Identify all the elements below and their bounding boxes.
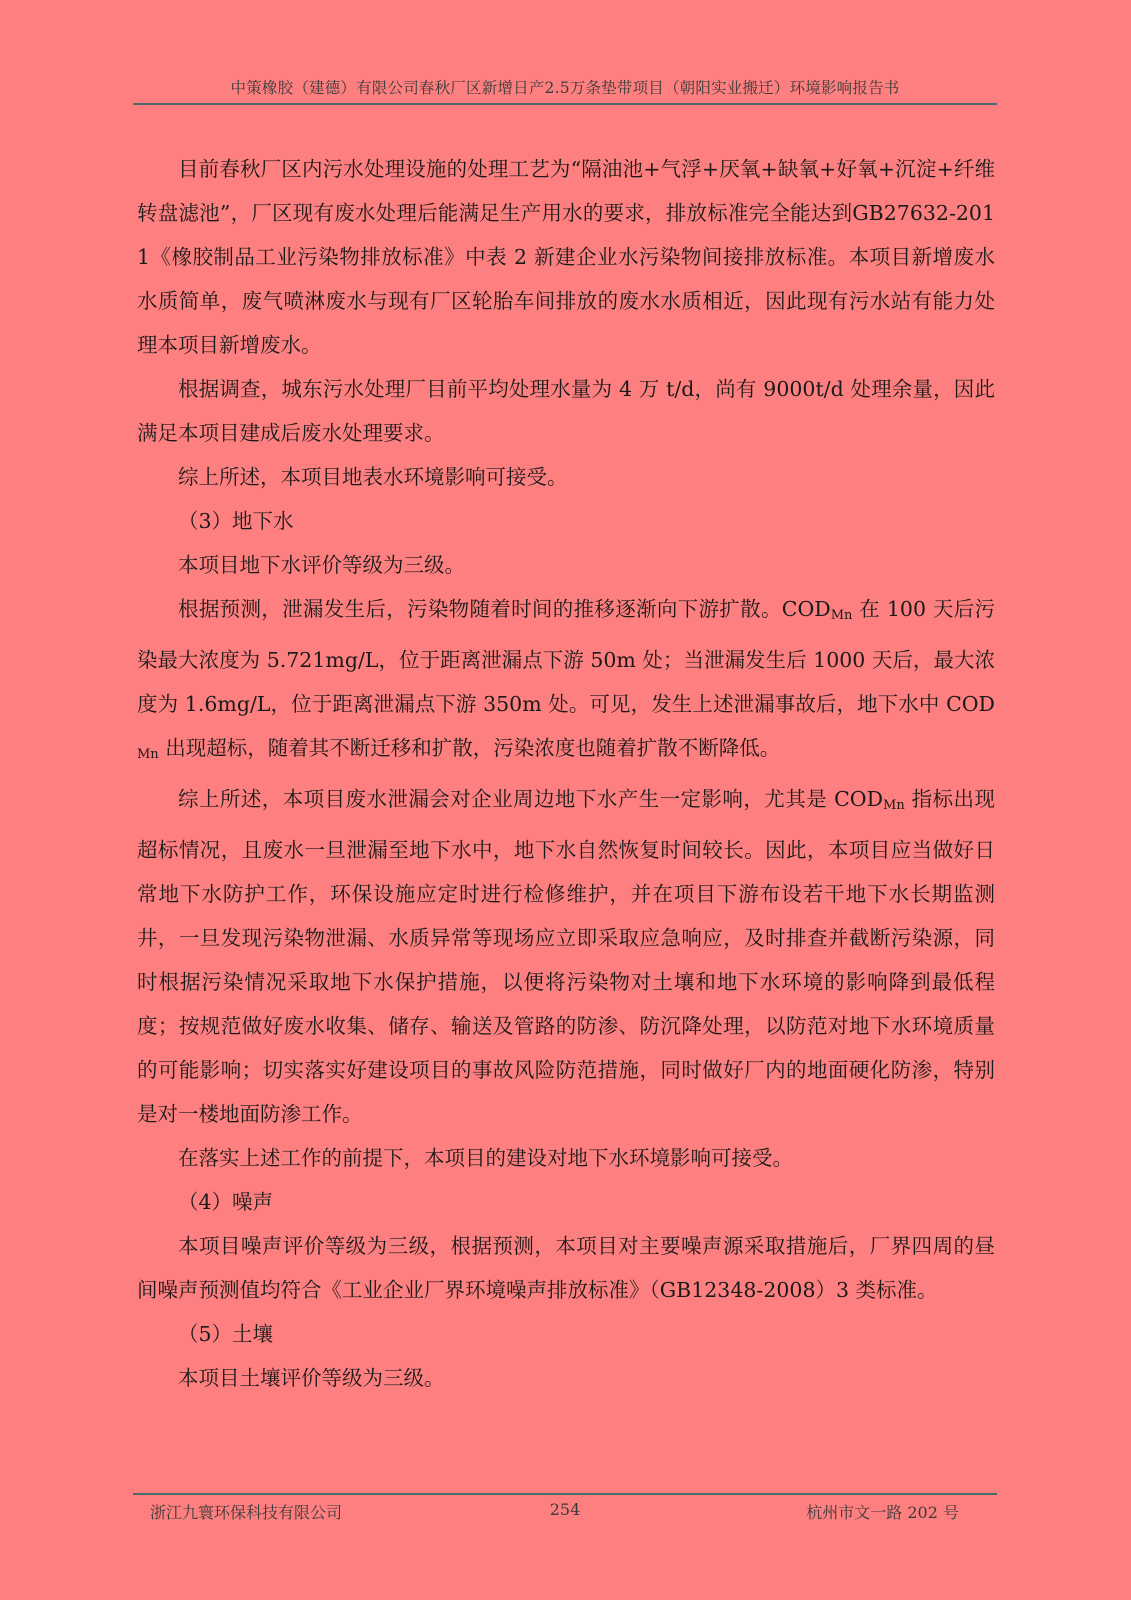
paragraph: 在落实上述工作的前提下，本项目的建设对地下水环境影响可接受。 [178, 1146, 793, 1170]
section-heading: （4）噪声 [178, 1190, 274, 1214]
footer-company: 浙江九寰环保科技有限公司 [150, 1503, 343, 1522]
paragraph: 目前春秋厂区内污水处理设施的处理工艺为“隔油池+气浮+厌氧+缺氧+好氧+沉淀+纤维转盘滤池”，厂区现有废水处理后能满足生产用水的要求，排放标准完全能达到GB27632-2011《橡胶制品工业污染物排放标准》中表 2 新建企业水污染物间接排放标准。本项目新增废水水质简单，废气喷淋废水与现有厂区轮胎车间排放的废水水质相近，因此现有污水站有能力处理本项目新增废水。 [137, 157, 995, 357]
paragraph [137, 587, 995, 777]
text-run: 出现超标，随着其不断迁移和扩散，污染浓度也随着扩散不断降低。 [158, 736, 781, 760]
paragraph: 综上所述，本项目地表水环境影响可接受。 [178, 465, 568, 489]
subscript: Mn [883, 798, 905, 813]
text-run: 在 100 天后污染最大浓度为 5.721mg/L，位于距离泄漏点下游 50m 处；当泄漏发生后 1000 天后，最大浓度为 1.6mg/L，位于距离泄漏点下游 350m 处。可见，发生上述泄漏事故后，地下水中 COD [137, 597, 995, 716]
paragraph [137, 777, 995, 1136]
header-divider [133, 103, 997, 105]
paragraph: 本项目地下水评价等级为三级。 [178, 553, 465, 577]
text-run: 综上所述，本项目废水泄漏会对企业周边地下水产生一定影响，尤其是 COD [178, 787, 884, 811]
footer-address: 杭州市文一路 202 号 [806, 1503, 959, 1522]
paragraph: 本项目土壤评价等级为三级。 [178, 1366, 445, 1390]
paragraph: 根据调查，城东污水处理厂目前平均处理水量为 4 万 t/d，尚有 9000t/d 处理余量，因此满足本项目建成后废水处理要求。 [137, 377, 995, 445]
section-heading: （3）地下水 [178, 509, 294, 533]
footer-divider [133, 1493, 997, 1495]
section-heading: （5）土壤 [178, 1322, 274, 1346]
paragraph: 本项目噪声评价等级为三级，根据预测，本项目对主要噪声源采取措施后，厂界四周的昼间噪声预测值均符合《工业企业厂界环境噪声排放标准》（GB12348-2008）3 类标准。 [137, 1234, 995, 1302]
page-header: 中策橡胶（建德）有限公司春秋厂区新增日产2.5万条垫带项目（朝阳实业搬迁）环境影响报告书 [230, 79, 900, 97]
subscript: Mn [137, 747, 159, 762]
page-number: 254 [549, 1500, 581, 1519]
text-run: 根据预测，泄漏发生后，污染物随着时间的推移逐渐向下游扩散。COD [178, 597, 831, 621]
subscript: Mn [830, 608, 853, 623]
document-body [137, 147, 995, 1400]
text-run: 指标出现超标情况，且废水一旦泄漏至地下水中，地下水自然恢复时间较长。因此，本项目应当做好日常地下水防护工作，环保设施应定时进行检修维护，并在项目下游布设若干地下水长期监测井，一旦发现污染物泄漏、水质异常等现场应立即采取应急响应，及时排查并截断污染源，同时根据污染情况采取地下水保护措施，以便将污染物对土壤和地下水环境的影响降到最低程度；按规范做好废水收集、储存、输送及管路的防渗、防沉降处理，以防范对地下水环境质量的可能影响；切实落实好建设项目的事故风险防范措施，同时做好厂内的地面硬化防渗，特别是对一楼地面防渗工作。 [137, 787, 995, 1126]
